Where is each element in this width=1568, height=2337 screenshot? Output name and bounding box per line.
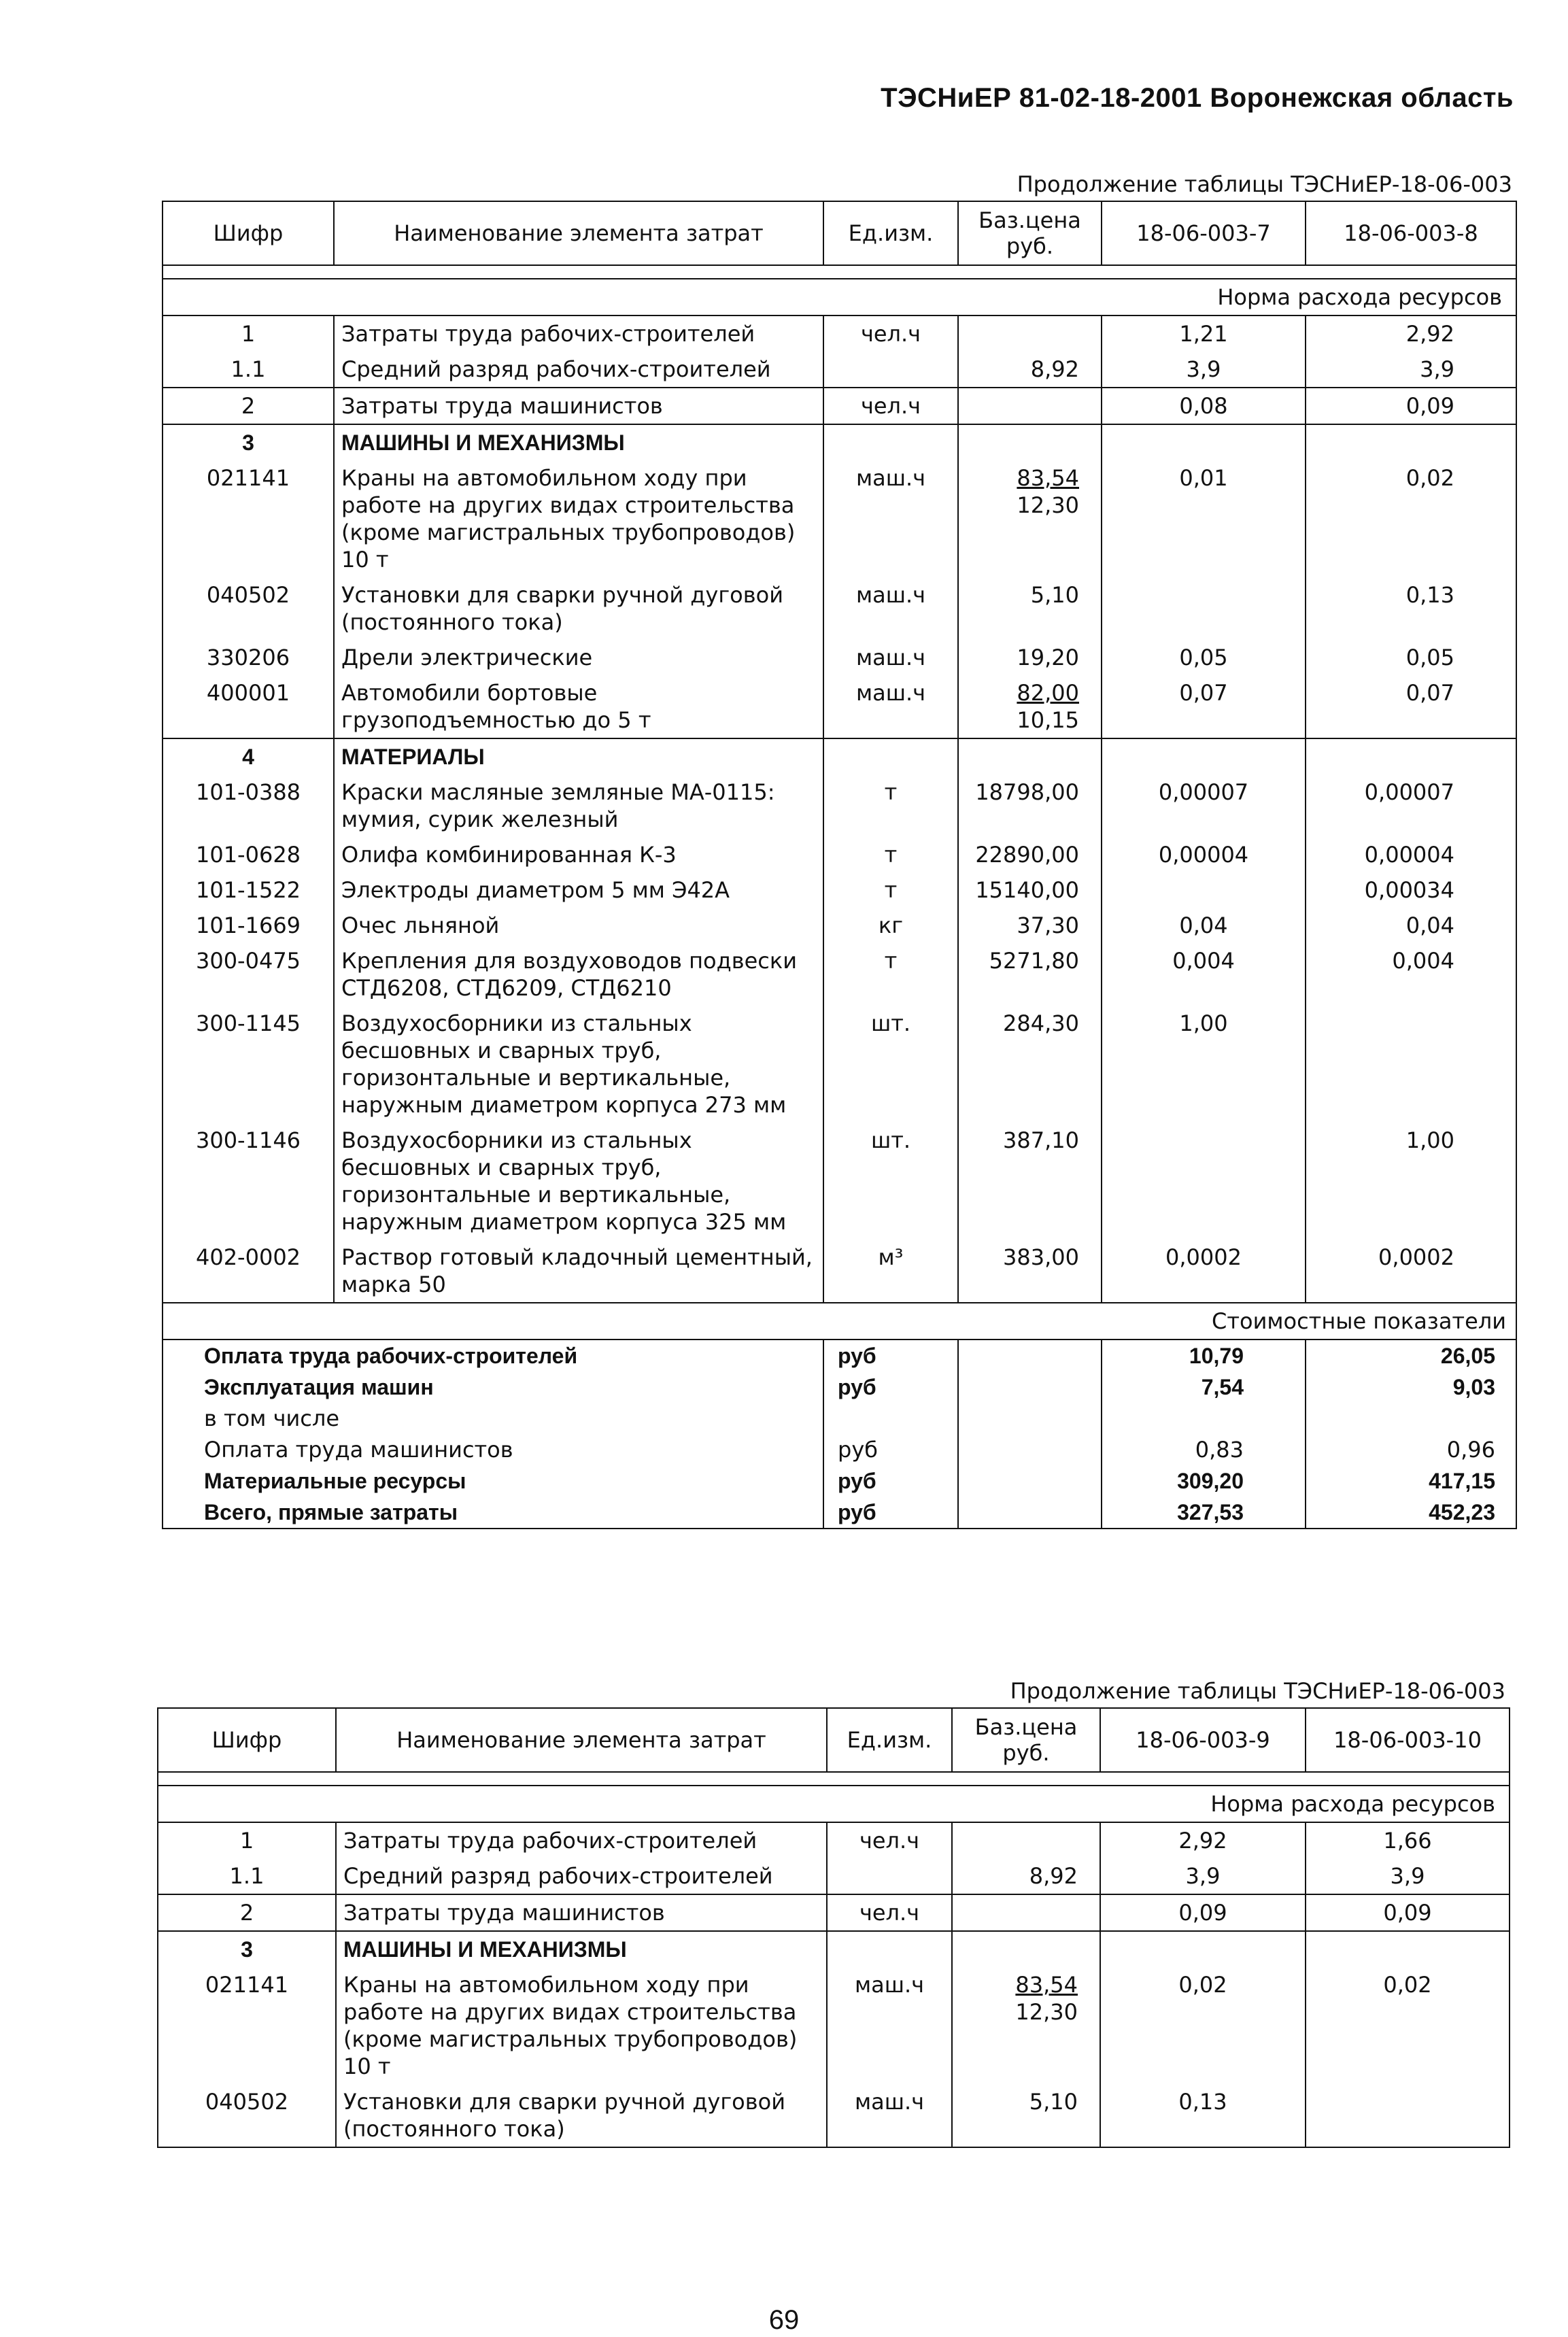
table-row: 040502 Установки для сварки ручной дуговой (постоянного тока) маш.ч 5,10 0,13 — [158, 2084, 1510, 2147]
table-row: 1.1 Средний разряд рабочих-строителей 8,92 3,9 3,9 — [163, 352, 1516, 388]
table-caption: Продолжение таблицы ТЭСНиЕР-18-06-003 — [1017, 171, 1512, 197]
table-row: 040502 Установки для сварки ручной дуговой (постоянного тока) маш.ч 5,10 0,13 — [163, 577, 1516, 640]
cost-row: Материальные ресурсы руб 309,20 417,15 — [163, 1465, 1516, 1497]
header-col-a: 18-06-003-9 — [1100, 1708, 1306, 1772]
table-row: 400001 Автомобили бортовые грузоподъемностью до 5 т маш.ч 82,00 10,15 0,07 0,07 — [163, 675, 1516, 738]
table-row: 300-0475 Крепления для воздуховодов подвески СТД6208, СТД6209, СТД6210 т 5271,80 0,004 0,004 — [163, 943, 1516, 1006]
table-row: 1 Затраты труда рабочих-строителей чел.ч 1,21 2,92 — [163, 315, 1516, 352]
table-row: 1.1 Средний разряд рабочих-строителей 8,92 3,9 3,9 — [158, 1858, 1510, 1894]
cost-row: в том числе — [163, 1403, 1516, 1434]
header-unit: Ед.изм. — [827, 1708, 952, 1772]
table-row: 330206 Дрели электрические маш.ч 19,20 0,05 0,05 — [163, 640, 1516, 675]
resource-table-1 — [162, 201, 1517, 1529]
table-row-group: 3 МАШИНЫ И МЕХАНИЗМЫ — [158, 1931, 1510, 1967]
header-code: Шифр — [163, 201, 334, 265]
cost-row: Всего, прямые затраты руб 327,53 452,23 — [163, 1497, 1516, 1529]
header-col-b: 18-06-003-8 — [1306, 201, 1516, 265]
table-row: 101-0388 Краски масляные земляные МА-0115: мумия, сурик железный т 18798,00 0,00007 0,00007 — [163, 774, 1516, 837]
table-row: 2 Затраты труда машинистов чел.ч 0,09 0,09 — [158, 1894, 1510, 1931]
norm-label: Норма расхода ресурсов — [158, 1786, 1510, 1822]
resource-table-2 — [157, 1707, 1510, 2148]
table-row: 101-1522 Электроды диаметром 5 мм Э42А т 15140,00 0,00034 — [163, 872, 1516, 908]
document-header: ТЭСНиЕР 81-02-18-2001 Воронежская область — [881, 83, 1514, 113]
cost-row: Эксплуатация машин руб 7,54 9,03 — [163, 1371, 1516, 1403]
header-name: Наименование элемента затрат — [334, 201, 823, 265]
table-caption: Продолжение таблицы ТЭСНиЕР-18-06-003 — [1010, 1678, 1505, 1704]
table-row: 021141 Краны на автомобильном ходу при работе на других видах строительства (кроме магистральных трубопроводов) 10 т маш.ч 83,54 12,30 0,01 0,02 — [163, 460, 1516, 577]
table-row: 300-1145 Воздухосборники из стальных бесшовных и сварных труб, горизонтальные и вертикальные, наружным диаметром корпуса 273 мм шт. 284,30 1,00 — [163, 1006, 1516, 1123]
header-col-b: 18-06-003-10 — [1306, 1708, 1510, 1772]
header-price: Баз.цена руб. — [958, 201, 1102, 265]
header-unit: Ед.изм. — [823, 201, 958, 265]
cost-row: Оплата труда машинистов руб 0,83 0,96 — [163, 1434, 1516, 1465]
cost-row: Оплата труда рабочих-строителей руб 10,79 26,05 — [163, 1340, 1516, 1371]
table-row: 300-1146 Воздухосборники из стальных бесшовных и сварных труб, горизонтальные и вертикальные, наружным диаметром корпуса 325 мм шт. 387,10 1,00 — [163, 1123, 1516, 1240]
header-name: Наименование элемента затрат — [336, 1708, 827, 1772]
cost-label: Стоимостные показатели — [163, 1303, 1516, 1340]
table-row: 021141 Краны на автомобильном ходу при работе на других видах строительства (кроме магистральных трубопроводов) 10 т маш.ч 83,54 12,30 0,02 0,02 — [158, 1967, 1510, 2084]
page-number: 69 — [768, 2305, 800, 2335]
table-row: 101-0628 Олифа комбинированная К-3 т 22890,00 0,00004 0,00004 — [163, 837, 1516, 872]
norm-label: Норма расхода ресурсов — [163, 279, 1516, 315]
header-col-a: 18-06-003-7 — [1102, 201, 1306, 265]
header-price: Баз.цена руб. — [952, 1708, 1100, 1772]
table-row: 2 Затраты труда машинистов чел.ч 0,08 0,09 — [163, 388, 1516, 424]
table-row-group: 4 МАТЕРИАЛЫ — [163, 738, 1516, 774]
header-code: Шифр — [158, 1708, 336, 1772]
table-row: 101-1669 Очес льняной кг 37,30 0,04 0,04 — [163, 908, 1516, 943]
table-row: 1 Затраты труда рабочих-строителей чел.ч 2,92 1,66 — [158, 1822, 1510, 1858]
table-row: 402-0002 Раствор готовый кладочный цементный, марка 50 м³ 383,00 0,0002 0,0002 — [163, 1240, 1516, 1303]
table-row-group: 3 МАШИНЫ И МЕХАНИЗМЫ — [163, 424, 1516, 460]
